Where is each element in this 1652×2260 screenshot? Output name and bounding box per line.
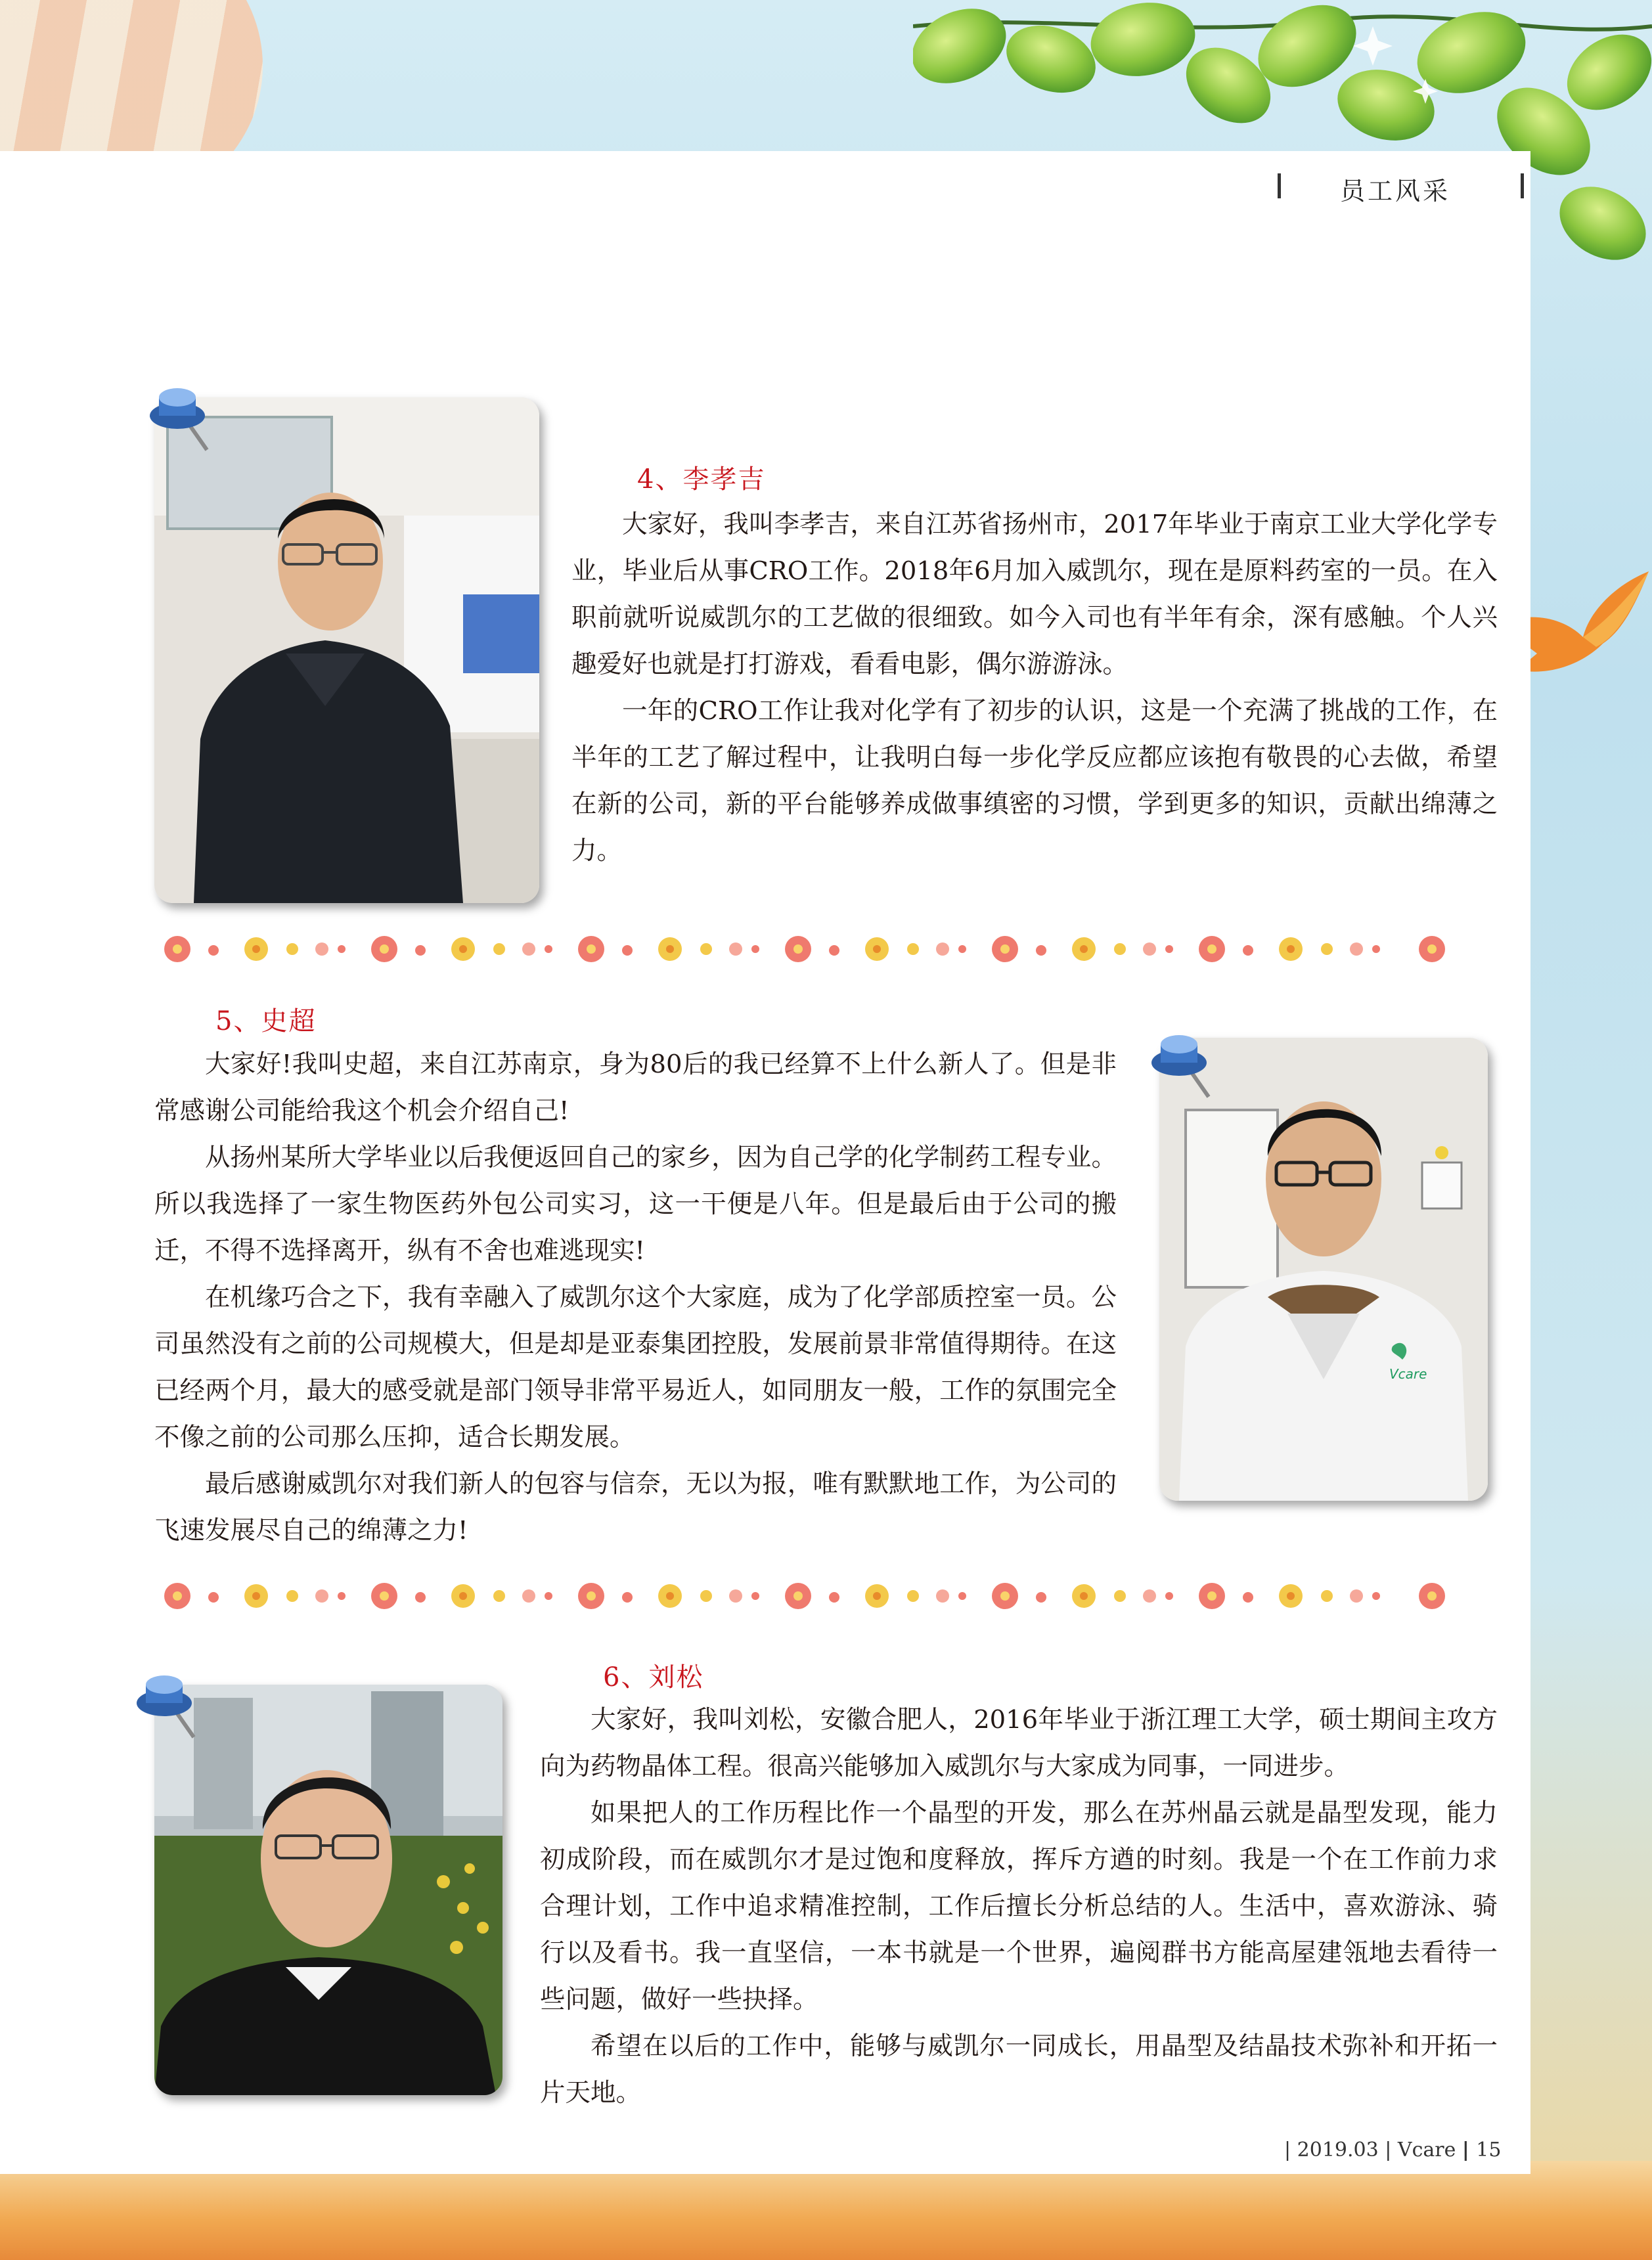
profile-5-paragraph-4: 最后感谢威凯尔对我们新人的包容与信奈，无以为报，唯有默默地工作，为公司的飞速发展尽自己的绵薄之力! (154, 1469, 1117, 1545)
person-portrait-6 (154, 1685, 502, 2095)
page-footer (1284, 2138, 1501, 2161)
profile-5-paragraph-2: 从扬州某所大学毕业以后我便返回自己的家乡，因为自己学的化学制药工程专业。所以我选择了一家生物医药外包公司实习，这一干便是八年。但是最后由于公司的搬迁，不得不选择离开，纵有不舍也难逃现实! (154, 1143, 1117, 1266)
header-bar-left (1278, 173, 1281, 198)
coat-logo: Vcare (1389, 1366, 1427, 1382)
flower-divider (158, 1576, 1452, 1616)
photo-profile-4 (154, 397, 539, 903)
profile-6-paragraph-1: 大家好，我叫刘松，安徽合肥人，2016年毕业于浙江理工大学，硕士期间主攻方向为药物晶体工程。很高兴能够加入威凯尔与大家成为同事，一同进步。 (540, 1705, 1498, 1781)
profile-6-paragraph-2: 如果把人的工作历程比作一个晶型的开发，那么在苏州晶云就是晶型发现，能力初成阶段，而在威凯尔才是过饱和度释放，挥斥方遒的时刻。我是一个在工作前力求合理计划，工作中追求精准控制，工作后擅长分析总结的人。生活中，喜欢游泳、骑行以及看书。我一直坚信，一本书就是一个世界，遍阅群书方能高屋建瓴地去看待一些问题，做好一些抉择。 (540, 1798, 1498, 2014)
profile-6-paragraph-3: 希望在以后的工作中，能够与威凯尔一同成长，用晶型及结晶技术弥补和开拓一片天地。 (540, 2031, 1498, 2108)
profile-4-paragraph-2: 一年的CRO工作让我对化学有了初步的认识，这是一个充满了挑战的工作，在半年的工艺了解过程中，让我明白每一步化学反应都应该抱有敬畏的心去做，希望在新的公司，新的平台能够养成做事缜密的习惯，学到更多的知识，贡献出绵薄之力。 (571, 696, 1498, 866)
footer-magazine: Vcare (1397, 2138, 1456, 2161)
photo-profile-5 (1159, 1038, 1488, 1501)
header-bar-right (1521, 173, 1524, 198)
flower-divider (158, 929, 1452, 969)
footer-separator: | (1284, 2138, 1297, 2161)
bottom-decoration-band (0, 2161, 1652, 2260)
profile-6-title: 6、刘松 (603, 1662, 704, 1693)
photo-profile-6 (154, 1685, 502, 2095)
pushpin-icon (131, 1665, 204, 1744)
profile-5-title: 5、史超 (215, 1006, 317, 1036)
profile-4-paragraph-1: 大家好，我叫李孝吉，来自江苏省扬州市，2017年毕业于南京工业大学化学专业，毕业后从事CRO工作。2018年6月加入威凯尔，现在是原料药室的一员。在入职前就听说威凯尔的工艺做的很细致。如今入司也有半年有余，深有感触。个人兴趣爱好也就是打打游戏，看看电影，偶尔游游泳。 (571, 510, 1498, 679)
profile-5-paragraph-3: 在机缘巧合之下，我有幸融入了威凯尔这个大家庭，成为了化学部质控室一员。公司虽然没有之前的公司规模大，但是却是亚泰集团控股，发展前景非常值得期待。在这已经两个月，最大的感受就是部门领导非常平易近人，如同朋友一般，工作的氛围完全不像之前的公司那么压抑，适合长期发展。 (154, 1283, 1117, 1452)
footer-separator-bold: | (1462, 2138, 1477, 2161)
person-portrait-5 (1159, 1038, 1488, 1501)
footer-separator: | (1385, 2138, 1398, 2161)
section-title: 员工风采 (1340, 177, 1451, 206)
pushpin-icon (145, 378, 217, 456)
page-number: 15 (1476, 2138, 1502, 2161)
pushpin-icon (1146, 1025, 1218, 1103)
section-header (1278, 169, 1534, 209)
profile-5-paragraph-1: 大家好!我叫史超，来自江苏南京，身为80后的我已经算不上什么新人了。但是非常感谢公司能给我这个机会介绍自己! (154, 1050, 1117, 1126)
profile-4-title: 4、李孝吉 (637, 464, 766, 495)
footer-date: 2019.03 (1297, 2138, 1379, 2161)
person-portrait-4 (154, 397, 539, 903)
